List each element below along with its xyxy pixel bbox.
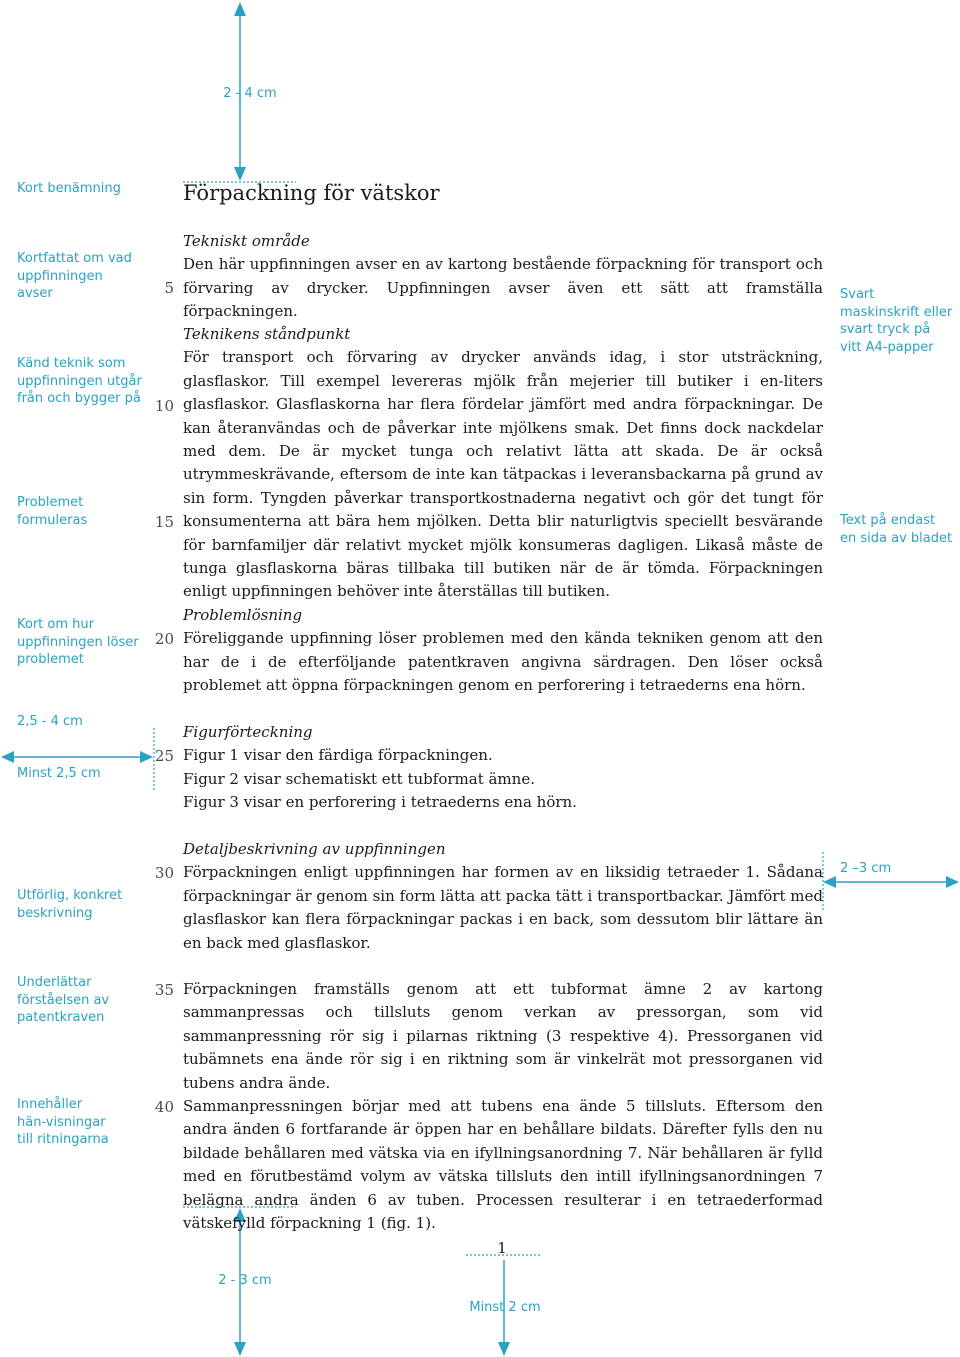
- section-paragraph: Sammanpressningen börjar med att tubens ena ände 5 tillsluts. Eftersom den andra änden 6 fortfarande är öppen har en behållare bildats. Därefter fylls den nu bildade behållaren med vätska via en ifyllningsanordning 7. När behållaren är fylld med en förutbestämd volym av vätska tillsluts den intill ifyllningsanordningen 7 belägna andra änden 6 av tuben. Processen resulterar i en tetraederformad vätskefylld förpackning 1 (fig. 1).: [183, 1097, 823, 1233]
- left-margin-arrowhead-left: [1, 751, 14, 763]
- annotation-single-side: Text på endast en sida av bladet: [840, 513, 953, 546]
- annotation-left-margin-range: 2,5 - 4 cm: [17, 714, 83, 729]
- line-number: 10: [154, 397, 174, 415]
- section-detailed-description-3: [183, 1095, 823, 1235]
- page-number: 1: [497, 1239, 507, 1257]
- annotation-left-margin-min: Minst 2,5 cm: [17, 766, 101, 781]
- line-number: 25: [154, 747, 174, 765]
- section-solution: [183, 604, 823, 698]
- line-number: 30: [154, 864, 174, 882]
- line-number: 35: [154, 981, 174, 999]
- section-technical-field: [183, 230, 823, 324]
- annotation-summary: Kortfattat om vad uppfinningen avser: [17, 251, 132, 301]
- section-heading: Tekniskt område: [183, 232, 310, 250]
- page-number-margin-label: Minst 2 cm: [469, 1300, 541, 1315]
- section-prior-art: [183, 323, 823, 604]
- section-heading: Teknikens ståndpunkt: [183, 325, 351, 343]
- line-number: 15: [154, 513, 174, 531]
- right-margin-arrowhead-right: [946, 876, 959, 888]
- annotation-right-margin: 2 –3 cm: [840, 861, 892, 876]
- section-heading: Figurförteckning: [183, 723, 313, 741]
- annotation-solution: Kort om hur uppfinningen löser problemet: [17, 617, 139, 667]
- section-detailed-description: [183, 838, 823, 955]
- section-paragraph: Den här uppfinningen avser en av kartong bestående förpackning för transport och förvaring av drycker. Uppfinningen avser även ett sätt att framställa förpackningen.: [183, 255, 823, 321]
- section-paragraph: Förpackningen framställs genom att ett tubformat ämne 2 av kartong sammanpressas och tillsluts genom verkan av pressorgan, som vid sammanpressning rör sig i pilarnas riktning (3 respektive 4). Pressorganen vid tubämnets ena ände rör sig i en riktning som är vinkelrät mot pressorganen vid tubens andra ände.: [183, 980, 823, 1092]
- line-number: 5: [164, 279, 174, 297]
- bottom-margin-arrowhead-down: [234, 1342, 246, 1356]
- section-figure-list: [183, 721, 823, 815]
- section-heading: Detaljbeskrivning av uppfinningen: [183, 840, 446, 858]
- figure-list-item: Figur 3 visar en perforering i tetraederns ena hörn.: [183, 793, 577, 812]
- line-number: 20: [154, 630, 174, 648]
- annotation-drawing-refs: Innehåller hän-visningar till ritningarna: [17, 1097, 109, 1147]
- annotation-prior-art: Känd teknik som uppfinningen utgår från och bygger på: [17, 356, 142, 406]
- annotation-claims-help: Underlättar förståelsen av patentkraven: [17, 975, 110, 1025]
- section-paragraph: Förpackningen enligt uppfinningen har formen av en liksidig tetraeder 1. Sådana förpackningar är genom sin form lätta att packa tätt i transportbackar. Jämfört med glasflaskor kan flera förpackningar packas i en back, som dessutom blir lättare än en back med glasflaskor.: [183, 863, 823, 952]
- annotation-problem: Problemet formuleras: [17, 495, 88, 528]
- right-margin-arrowhead-left: [823, 876, 836, 888]
- page-number-arrowhead-down: [498, 1342, 510, 1356]
- section-heading: Problemlösning: [183, 606, 303, 624]
- section-paragraph: Föreliggande uppfinning löser problemen med den kända tekniken genom att den har de i de efterföljande patentkraven angivna särdragen. Den löser också problemet att öppna förpackningen genom en perforering i tetraederns ena hörn.: [183, 629, 823, 695]
- figure-list-item: Figur 2 visar schematiskt ett tubformat ämne.: [183, 769, 535, 788]
- top-margin-label: 2 - 4 cm: [223, 86, 277, 101]
- line-number: 40: [154, 1098, 174, 1116]
- annotation-short-name: Kort benämning: [17, 181, 121, 196]
- top-margin-arrowhead-up: [234, 2, 246, 16]
- section-detailed-description-2: [183, 978, 823, 1095]
- bottom-margin-label: 2 - 3 cm: [218, 1273, 272, 1288]
- figure-list-item: Figur 1 visar den färdiga förpackningen.: [183, 746, 493, 765]
- document-title: Förpackning för vätskor: [183, 181, 440, 205]
- section-paragraph: För transport och förvaring av drycker används idag, i stor utsträckning, glasflaskor. Till exempel levereras mjölk från mejerier till butiker i en-liters glasflaskor. Glasflaskorna har flera fördelar jämfört med andra förpackningar. De kan återanvändas och de påverkar inte mjölkens smak. Det finns dock nackdelar med dem. De är mycket tunga och relativt lätta att skada. De är också utrymmeskrävande, eftersom de inte kan tätpackas i leveransbackarna på grund av sin form. Tyngden påverkar transportkostnaderna negativt och gör det tungt för konsumenterna att bära hem mjölken. Detta blir naturligtvis speciellt besvärande för barnfamiljer där relativt mycket mjölk konsumeras dagligen. Likaså måste de tunga glasflaskorna bäras tillbaka till butiken när de är tömda. Förpackningen enligt uppfinningen behöver inte återställas till butiken.: [183, 348, 823, 601]
- annotation-detailed: Utförlig, konkret beskrivning: [17, 888, 123, 921]
- annotation-print-requirements: Svart maskinskrift eller svart tryck på vitt A4-papper: [840, 287, 953, 355]
